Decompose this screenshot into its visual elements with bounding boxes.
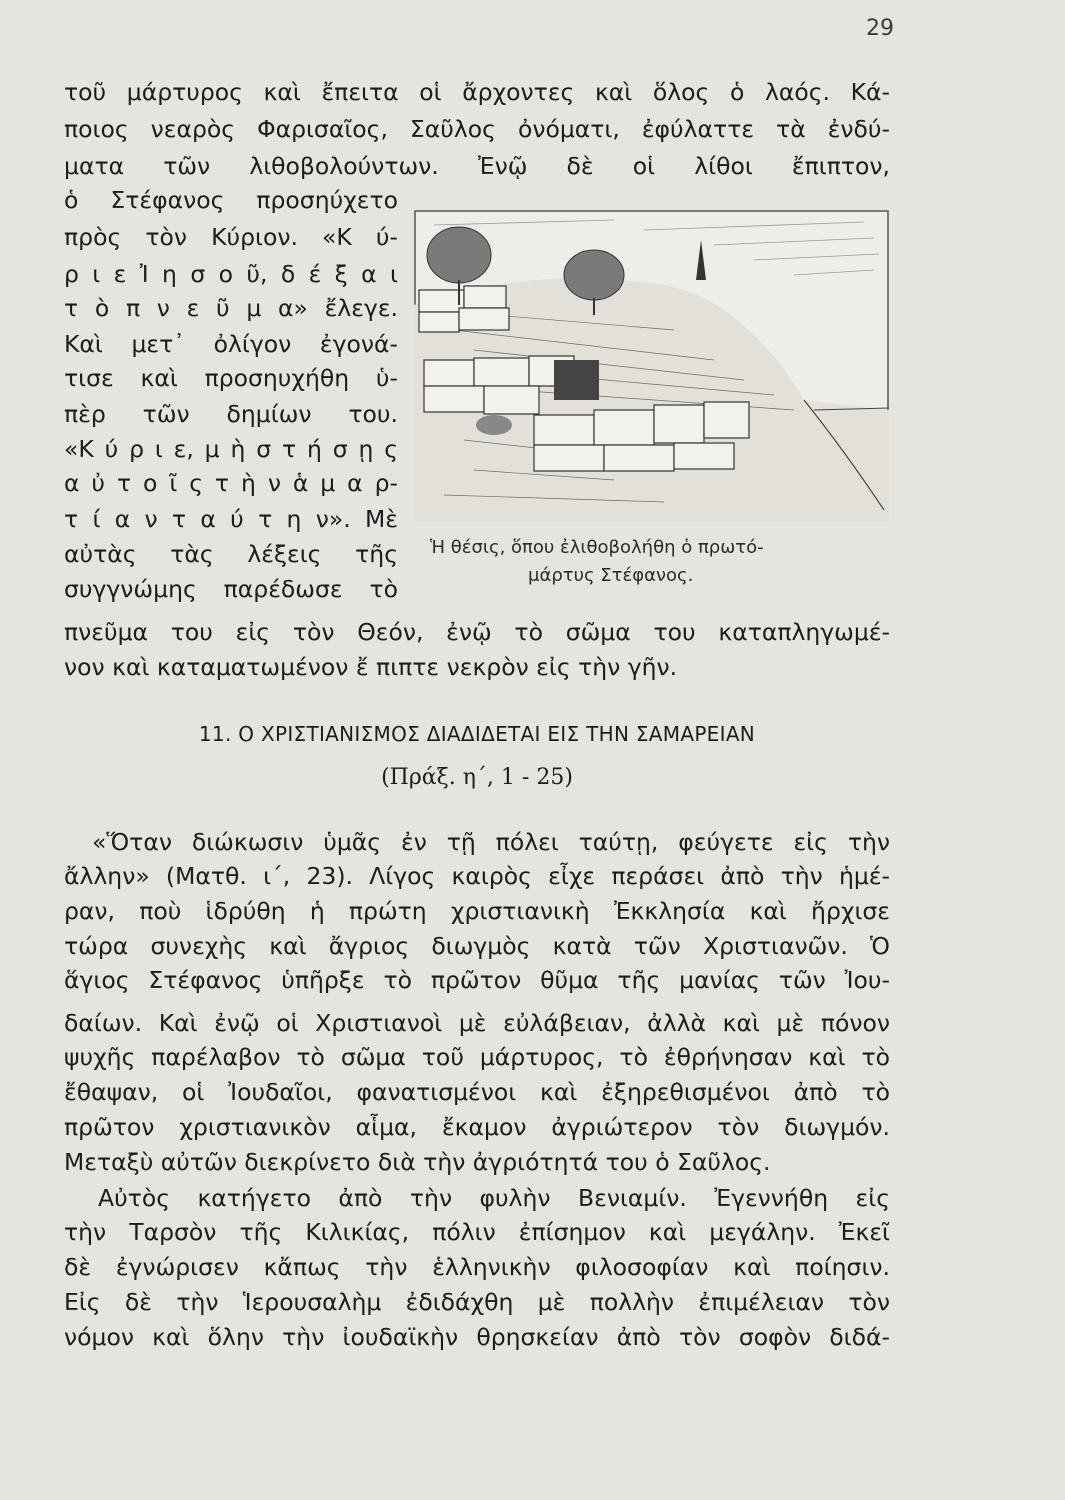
section-title: 11. Ο ΧΡΙΣΤΙΑΝΙΣΜΟΣ ΔΙΑΔΙΔΕΤΑΙ ΕΙΣ ΤΗΝ ΣΑΜΑΡΕΙΑΝ (198, 722, 756, 746)
text-line: ρ ι ε Ἰ η σ ο ῦ, δ έ ξ α ι (64, 260, 398, 288)
text-line: τὴν Ταρσὸν τῆς Κιλικίας, πόλιν ἐπίσημον καὶ μεγάλην. Ἐκεῖ (64, 1218, 890, 1246)
text-line: ἔθαψαν, οἱ Ἰουδαῖοι, φανατισμένοι καὶ ἐξηρεθισμένοι ἀπὸ τὸ (64, 1078, 890, 1106)
text-line: ποιος νεαρὸς Φαρισαῖος, Σαῦλος ὀνόματι, ἐφύλαττε τὰ ἐνδύ- (64, 115, 890, 143)
text-line: «Ὅταν διώκωσιν ὑμᾶς ἐν τῇ πόλει ταύτῃ, φεύγετε εἰς τὴν (92, 828, 890, 856)
text-line: δὲ ἐγνώρισεν κἄπως τὴν ἑλληνικὴν φιλοσοφίαν καὶ ποίησιν. (64, 1253, 890, 1281)
figure-caption: Ἡ θέσις, ὅπου ἐλιθοβολήθη ὁ πρωτό- (430, 537, 764, 558)
text-line: Μεταξὺ αὐτῶν διεκρίνετο διὰ τὴν ἀγριότητά του ὁ Σαῦλος. (64, 1148, 771, 1176)
text-line: ραν, ποὺ ἱδρύθη ἡ πρώτη χριστιανικὴ Ἐκκλησία καὶ ἤρχισε (64, 897, 890, 925)
text-line: Καὶ μετ᾽ ὀλίγον ἐγονά- (64, 330, 398, 358)
text-line: αὐτὰς τὰς λέξεις τῆς (64, 540, 398, 568)
text-line: δαίων. Καὶ ἐνῷ οἱ Χριστιανοὶ μὲ εὐλάβειαν, ἀλλὰ καὶ μὲ πόνον (64, 1009, 890, 1037)
text-line: ἅγιος Στέφανος ὑπῆρξε τὸ πρῶτον θῦμα τῆς μανίας τῶν Ἰου- (64, 966, 890, 994)
text-line: ὁ Στέφανος προσηύχετο (64, 186, 398, 214)
figure-caption: μάρτυς Στέφανος. (528, 565, 694, 586)
section-reference: (Πράξ. η΄, 1 - 25) (381, 765, 573, 790)
text-line: Αὐτὸς κατήγετο ἀπὸ τὴν φυλὴν Βενιαμίν. Ἐγεννήθη εἰς (98, 1184, 890, 1212)
text-line: τώρα συνεχὴς καὶ ἄγριος διωγμὸς κατὰ τῶν Χριστιανῶν. Ὁ (64, 932, 890, 960)
text-line: α ὐ τ ο ῖ ς τ ὴ ν ἁ μ α ρ- (64, 469, 398, 497)
text-line: πὲρ τῶν δημίων του. (64, 400, 398, 428)
text-line: ἄλλην» (Ματθ. ι΄, 23). Λίγος καιρὸς εἶχε περάσει ἀπὸ τὴν ἡμέ- (64, 862, 890, 890)
text-line: τ ὸ π ν ε ῦ μ α» ἔλεγε. (64, 294, 398, 322)
text-line: ματα τῶν λιθοβολούντων. Ἐνῷ δὲ οἱ λίθοι ἔπιπτον, (64, 152, 890, 180)
text-line: πρὸς τὸν Κύριον. «Κ ύ- (64, 223, 398, 251)
text-line: τ ί α ν τ α ύ τ η ν». Μὲ (64, 505, 398, 533)
text-line: τοῦ μάρτυρος καὶ ἔπειτα οἱ ἄρχοντες καὶ ὅλος ὁ λαός. Κά- (64, 78, 890, 106)
text-line: Εἰς δὲ τὴν Ἱερουσαλὴμ ἐδιδάχθη μὲ πολλὴν ἐπιμέλειαν τὸν (64, 1288, 890, 1316)
text-line: πνεῦμα του εἰς τὸν Θεόν, ἐνῷ τὸ σῶμα του καταπληγωμέ- (64, 618, 890, 646)
text-line: ψυχῆς παρέλαβον τὸ σῶμα τοῦ μάρτυρος, τὸ ἐθρήνησαν καὶ τὸ (64, 1043, 890, 1071)
stoning-site-illustration (414, 210, 889, 522)
text-line: πρῶτον χριστιανικὸν αἷμα, ἔκαμον ἀγριώτερον τὸν διωγμόν. (64, 1113, 890, 1141)
text-line: συγγνώμης παρέδωσε τὸ (64, 575, 398, 603)
text-line: νόμον καὶ ὅλην τὴν ἰουδαϊκὴν θρησκείαν ἀπὸ τὸν σοφὸν διδά- (64, 1323, 890, 1351)
text-line: «Κ ύ ρ ι ε, μ ὴ σ τ ή σ ῃ ς (64, 435, 398, 463)
text-line: τισε καὶ προσηυχήθη ὑ- (64, 364, 398, 392)
page-number: 29 (866, 16, 894, 41)
text-line: νον καὶ καταματωμένον ἔ πιπτε νεκρὸν εἰς τὴν γῆν. (64, 653, 678, 681)
